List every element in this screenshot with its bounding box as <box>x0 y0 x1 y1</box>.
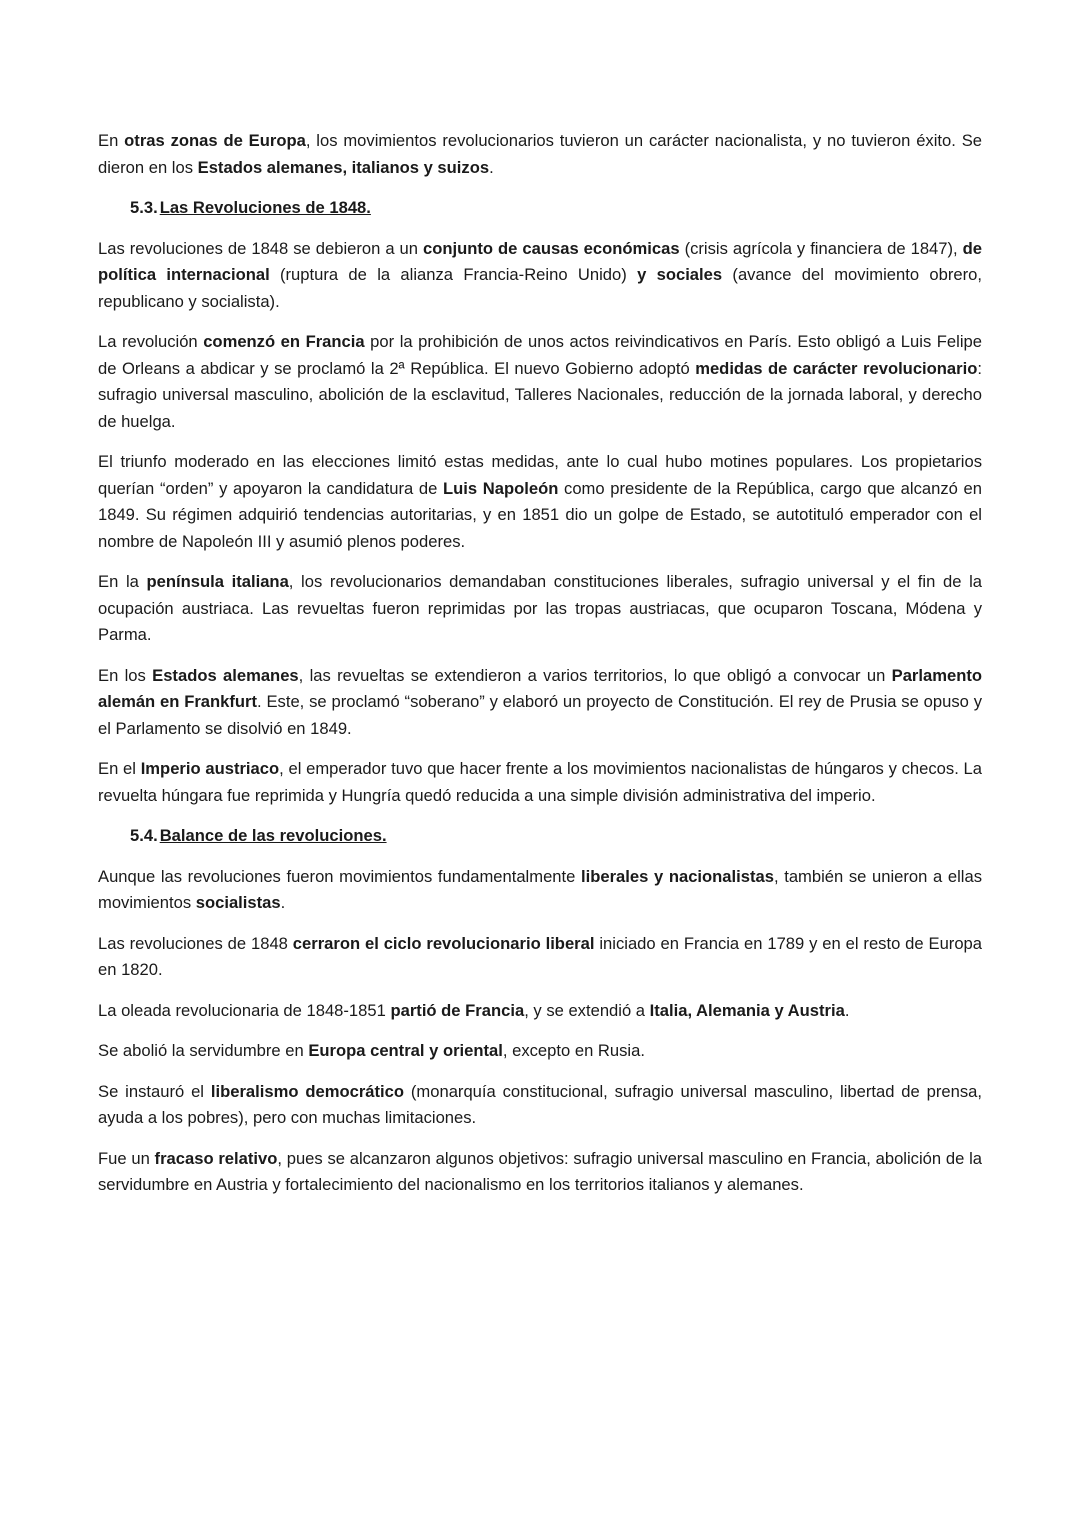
body-text: (ruptura de la alianza Francia-Reino Unido) <box>269 265 638 284</box>
bold-text: y sociales <box>637 265 723 284</box>
body-text: (crisis agrícola y financiera de 1847), <box>679 238 963 258</box>
bold-text: cerraron el ciclo revolucionario liberal <box>292 933 595 953</box>
bold-text: otras zonas de Europa <box>124 131 306 150</box>
body-text: . <box>844 1000 850 1020</box>
body-text: . <box>489 157 494 177</box>
body-text: (monarquía constitucional, sufragio universal masculino, libertad de prensa, ayuda a los pobres), pero con muchas limitaciones. <box>98 1081 982 1127</box>
body-text: como presidente de la República, cargo que alcanzó en 1849. Su régimen adquirió tendencias autoritarias, y en 1851 dio un golpe de Estado, se autotituló emperador con el nombre de Napoleón III y asumió plenos poderes. <box>98 478 982 551</box>
bold-text: Estados alemanes <box>152 665 299 685</box>
body-text: , los revolucionarios demandaban constituciones liberales, sufragio universal y el fin de la ocupación austriaca. Las revueltas fueron reprimidas por las tropas austriacas, que ocuparon Toscana, Módena y Parma. <box>98 572 982 644</box>
section-heading-5-3 <box>98 195 982 222</box>
body-text: En el <box>98 759 141 778</box>
body-text: Las revoluciones de 1848 <box>98 933 293 953</box>
body-text: Se instauró el <box>98 1081 211 1101</box>
body-text: Las revoluciones de 1848 se debieron a un <box>98 238 424 258</box>
bold-text: Estados alemanes, italianos y suizos <box>197 157 490 177</box>
body-text: , los movimientos revolucionarios tuvieron un carácter nacionalista, y no tuvieron éxito. Se dieron en los <box>98 131 983 177</box>
body-text: . Este, se proclamó “soberano” y elaboró un proyecto de Constitución. El rey de Prusia se opuso y el Parlamento se disolvió en 1849. <box>98 692 982 738</box>
body-text: El triunfo moderado en las elecciones limitó estas medidas, ante lo cual hubo motines populares. Los propietarios querían “orden” y apoyaron la candidatura de <box>98 452 982 498</box>
paragraph-p6 <box>98 663 982 743</box>
bold-text: conjunto de causas económicas <box>423 238 680 258</box>
bold-text: medidas de carácter revolucionario <box>695 358 978 378</box>
bold-text: Luis Napoleón <box>442 478 559 498</box>
body-text: por la prohibición de unos actos reivindicativos en París. Esto obligó a Luis Felipe de Orleans a abdicar y se proclamó la 2ª República. El nuevo Gobierno adoptó <box>98 332 982 378</box>
bold-text: Italia, Alemania y Austria <box>649 1000 845 1020</box>
body-text: , pues se alcanzaron algunos objetivos: sufragio universal masculino en Francia, abolición de la servidumbre en Austria y fortalecimiento del nacionalismo en los territorios italianos y alemanes. <box>98 1148 982 1194</box>
paragraph-p10 <box>98 998 982 1025</box>
body-text: iniciado en Francia en 1789 y en el resto de Europa en 1820. <box>98 933 983 979</box>
paragraph-p1 <box>98 128 982 181</box>
bold-text: socialistas <box>195 893 281 912</box>
paragraph-p2 <box>98 236 982 316</box>
body-text: La oleada revolucionaria de 1848-1851 <box>98 1000 391 1020</box>
body-text: . <box>280 893 286 912</box>
section-title: Balance de las revoluciones. <box>159 826 387 845</box>
bold-text: de política internacional <box>98 238 983 284</box>
body-text: En los <box>98 665 153 685</box>
section-number: 5.4. <box>130 826 158 845</box>
body-text: : sufragio universal masculino, abolición de la esclavitud, Talleres Nacionales, reducción de la jornada laboral, y derecho de huelga. <box>98 358 982 431</box>
body-text: Se abolió la servidumbre en <box>98 1041 309 1060</box>
body-text: En <box>98 131 125 150</box>
paragraph-p5 <box>98 569 982 649</box>
body-text: Aunque las revoluciones fueron movimientos fundamentalmente <box>98 866 581 886</box>
body-text: La revolución <box>98 332 204 351</box>
section-number: 5.3. <box>130 198 158 217</box>
body-text: , y se extendió a <box>524 1000 650 1020</box>
paragraph-p4 <box>98 449 982 555</box>
body-text: En la <box>98 572 147 591</box>
paragraph-p13 <box>98 1146 982 1199</box>
bold-text: liberales y nacionalistas <box>581 866 774 886</box>
bold-text: Imperio austriaco <box>140 759 280 778</box>
paragraph-p9 <box>98 931 982 984</box>
body-text: , excepto en Rusia. <box>502 1041 645 1060</box>
section-title: Las Revoluciones de 1848. <box>159 198 371 217</box>
bold-text: Europa central y oriental <box>308 1041 503 1060</box>
paragraph-p3 <box>98 329 982 435</box>
body-text: , el emperador tuvo que hacer frente a los movimientos nacionalistas de húngaros y checos. La revuelta húngara fue reprimida y Hungría quedó reducida a una simple división administrativa del imperio. <box>98 759 982 805</box>
bold-text: liberalismo democrático <box>210 1081 405 1101</box>
section-heading-5-4 <box>98 823 982 850</box>
document-page <box>98 128 982 1213</box>
bold-text: península italiana <box>146 572 289 591</box>
paragraph-p7 <box>98 756 982 809</box>
bold-text: partió de Francia <box>390 1000 525 1020</box>
paragraph-p11 <box>98 1038 982 1065</box>
paragraph-p12 <box>98 1079 982 1132</box>
body-text: (avance del movimiento obrero, republicano y socialista). <box>98 265 982 311</box>
paragraph-p8 <box>98 864 982 917</box>
bold-text: Parlamento alemán en Frankfurt <box>98 665 982 711</box>
body-text: , las revueltas se extendieron a varios territorios, lo que obligó a convocar un <box>298 665 892 685</box>
body-text: , también se unieron a ellas movimientos <box>98 866 982 912</box>
body-text: Fue un <box>98 1148 155 1168</box>
bold-text: comenzó en Francia <box>203 332 365 351</box>
bold-text: fracaso relativo <box>154 1148 278 1168</box>
